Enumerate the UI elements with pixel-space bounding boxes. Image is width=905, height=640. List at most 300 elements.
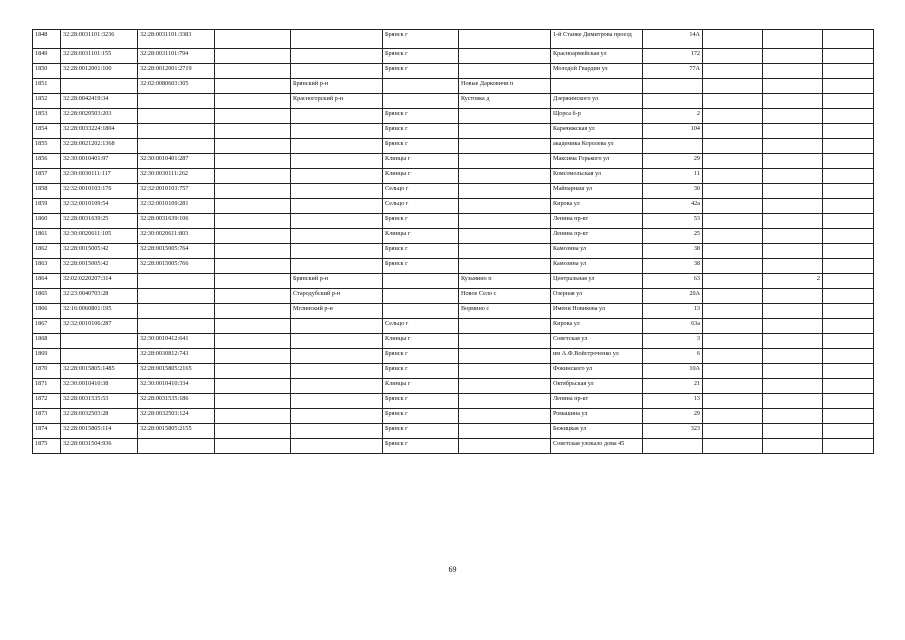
row-number: 1861 — [33, 229, 61, 244]
city-cell: Брянск г — [383, 109, 459, 124]
building-cadastral-number: 32:28:0012001:2719 — [138, 64, 215, 79]
house-number: 77А — [643, 64, 703, 79]
street-cell: Молодой Гвардии ул — [551, 64, 643, 79]
district-cell — [291, 30, 383, 49]
street-cell: Камозина ул — [551, 244, 643, 259]
apartment-cell — [763, 154, 823, 169]
apartment-cell — [763, 109, 823, 124]
settlement-cell: Новое Село с — [459, 289, 551, 304]
district-cell — [291, 214, 383, 229]
building-cadastral-number: 32:30:0010410:334 — [138, 379, 215, 394]
settlement-cell — [459, 394, 551, 409]
district-cell: Брянский р-н — [291, 274, 383, 289]
building-cell — [703, 229, 763, 244]
building-cell — [703, 30, 763, 49]
extra-cell — [823, 169, 874, 184]
building-cadastral-number — [138, 289, 215, 304]
building-cadastral-number: 32:28:0031639:106 — [138, 214, 215, 229]
row-number: 1868 — [33, 334, 61, 349]
region-cell — [215, 154, 291, 169]
street-cell: Озерная ул — [551, 289, 643, 304]
building-cell — [703, 79, 763, 94]
house-number: 53 — [643, 214, 703, 229]
building-cadastral-number: 32:28:0015005:764 — [138, 244, 215, 259]
settlement-cell — [459, 334, 551, 349]
district-cell — [291, 259, 383, 274]
extra-cell — [823, 229, 874, 244]
building-cadastral-number — [138, 139, 215, 154]
city-cell: Брянск г — [383, 439, 459, 454]
building-cell — [703, 169, 763, 184]
row-number: 1850 — [33, 64, 61, 79]
extra-cell — [823, 364, 874, 379]
apartment-cell — [763, 424, 823, 439]
district-cell — [291, 109, 383, 124]
row-number: 1870 — [33, 364, 61, 379]
street-cell: Комсомольская ул — [551, 169, 643, 184]
house-number: 29 — [643, 409, 703, 424]
region-cell — [215, 259, 291, 274]
extra-cell — [823, 139, 874, 154]
cadastral-number: 32:30:0030111:117 — [61, 169, 138, 184]
house-number: 25 — [643, 229, 703, 244]
table-row — [33, 30, 874, 49]
settlement-cell — [459, 154, 551, 169]
house-number: 30 — [643, 184, 703, 199]
extra-cell — [823, 274, 874, 289]
city-cell: Брянск г — [383, 139, 459, 154]
extra-cell — [823, 259, 874, 274]
district-cell — [291, 364, 383, 379]
region-cell — [215, 334, 291, 349]
extra-cell — [823, 409, 874, 424]
apartment-cell — [763, 364, 823, 379]
street-cell: Ромашина ул — [551, 409, 643, 424]
house-number: 38 — [643, 259, 703, 274]
row-number: 1855 — [33, 139, 61, 154]
house-number — [643, 79, 703, 94]
apartment-cell — [763, 334, 823, 349]
street-cell: Щорса б-р — [551, 109, 643, 124]
table-row — [33, 334, 874, 349]
apartment-cell — [763, 184, 823, 199]
table-row — [33, 79, 874, 94]
apartment-cell — [763, 409, 823, 424]
settlement-cell: Кузьмино п — [459, 274, 551, 289]
row-number: 1873 — [33, 409, 61, 424]
street-cell: Красноармейская ул — [551, 49, 643, 64]
extra-cell — [823, 349, 874, 364]
street-cell: Дзержинского ул — [551, 94, 643, 109]
city-cell — [383, 94, 459, 109]
settlement-cell — [459, 30, 551, 49]
apartment-cell — [763, 199, 823, 214]
settlement-cell — [459, 139, 551, 154]
district-cell — [291, 409, 383, 424]
city-cell: Брянск г — [383, 424, 459, 439]
table-row — [33, 154, 874, 169]
building-cell — [703, 49, 763, 64]
row-number: 1872 — [33, 394, 61, 409]
apartment-cell — [763, 229, 823, 244]
district-cell — [291, 319, 383, 334]
registry-table — [32, 29, 874, 454]
district-cell — [291, 184, 383, 199]
settlement-cell — [459, 124, 551, 139]
street-cell: Ленина пр-кт — [551, 214, 643, 229]
city-cell: Брянск г — [383, 364, 459, 379]
building-cadastral-number — [138, 439, 215, 454]
extra-cell — [823, 304, 874, 319]
cadastral-number: 32:32:0010106:287 — [61, 319, 138, 334]
district-cell — [291, 49, 383, 64]
extra-cell — [823, 64, 874, 79]
apartment-cell — [763, 349, 823, 364]
district-cell — [291, 199, 383, 214]
region-cell — [215, 199, 291, 214]
row-number: 1854 — [33, 124, 61, 139]
apartment-cell — [763, 139, 823, 154]
settlement-cell — [459, 319, 551, 334]
extra-cell — [823, 394, 874, 409]
row-number: 1862 — [33, 244, 61, 259]
building-cadastral-number: 32:32:0010109:281 — [138, 199, 215, 214]
street-cell: Карачижская ул — [551, 124, 643, 139]
extra-cell — [823, 30, 874, 49]
extra-cell — [823, 199, 874, 214]
cadastral-number: 32:28:0015805:114 — [61, 424, 138, 439]
cadastral-number: 32:28:0031504:936 — [61, 439, 138, 454]
building-cell — [703, 274, 763, 289]
city-cell: Клинцы г — [383, 334, 459, 349]
region-cell — [215, 289, 291, 304]
apartment-cell — [763, 49, 823, 64]
street-cell: им А.Ф.Войстроченко ул — [551, 349, 643, 364]
extra-cell — [823, 244, 874, 259]
street-cell: академика Королева ул — [551, 139, 643, 154]
region-cell — [215, 214, 291, 229]
apartment-cell — [763, 94, 823, 109]
street-cell: Октябрьская ул — [551, 379, 643, 394]
cadastral-number: 32:02:0220207:314 — [61, 274, 138, 289]
building-cell — [703, 94, 763, 109]
street-cell: Ленина пр-кт — [551, 394, 643, 409]
table-row — [33, 349, 874, 364]
cadastral-number: 32:30:0010410:38 — [61, 379, 138, 394]
table-row — [33, 439, 874, 454]
district-cell: Брянский р-н — [291, 79, 383, 94]
building-cell — [703, 409, 763, 424]
building-cell — [703, 64, 763, 79]
region-cell — [215, 274, 291, 289]
city-cell: Клинцы г — [383, 229, 459, 244]
extra-cell — [823, 79, 874, 94]
house-number: 10А — [643, 364, 703, 379]
table-row — [33, 304, 874, 319]
row-number: 1857 — [33, 169, 61, 184]
house-number: 42а — [643, 199, 703, 214]
apartment-cell — [763, 124, 823, 139]
district-cell — [291, 229, 383, 244]
cadastral-number — [61, 79, 138, 94]
row-number: 1866 — [33, 304, 61, 319]
region-cell — [215, 364, 291, 379]
district-cell — [291, 244, 383, 259]
district-cell — [291, 169, 383, 184]
street-cell: Центральная ул — [551, 274, 643, 289]
cadastral-number: 32:28:0020503:203 — [61, 109, 138, 124]
apartment-cell — [763, 244, 823, 259]
extra-cell — [823, 214, 874, 229]
city-cell: Брянск г — [383, 409, 459, 424]
cadastral-number — [61, 349, 138, 364]
building-cadastral-number: 32:28:0015805:2155 — [138, 424, 215, 439]
region-cell — [215, 184, 291, 199]
table-row — [33, 274, 874, 289]
table-row — [33, 394, 874, 409]
table-row — [33, 139, 874, 154]
building-cadastral-number — [138, 274, 215, 289]
region-cell — [215, 124, 291, 139]
building-cell — [703, 184, 763, 199]
city-cell — [383, 274, 459, 289]
house-number: 29 — [643, 154, 703, 169]
table-row — [33, 259, 874, 274]
table-body — [33, 30, 874, 454]
region-cell — [215, 244, 291, 259]
house-number: 104 — [643, 124, 703, 139]
apartment-cell — [763, 379, 823, 394]
table-row — [33, 94, 874, 109]
building-cadastral-number: 32:28:0031101:794 — [138, 49, 215, 64]
house-number: 2 — [643, 109, 703, 124]
cadastral-number: 32:32:0010103:176 — [61, 184, 138, 199]
district-cell — [291, 394, 383, 409]
settlement-cell — [459, 244, 551, 259]
building-cadastral-number: 32:32:0010103:757 — [138, 184, 215, 199]
building-cadastral-number: 32:28:0031101:3383 — [138, 30, 215, 49]
table-row — [33, 229, 874, 244]
cadastral-number: 32:30:0010401:97 — [61, 154, 138, 169]
settlement-cell — [459, 229, 551, 244]
street-cell: Кирова ул — [551, 199, 643, 214]
settlement-cell: Новые Дарковичи п — [459, 79, 551, 94]
settlement-cell — [459, 364, 551, 379]
building-cadastral-number — [138, 109, 215, 124]
street-cell: Бежицкая ул — [551, 424, 643, 439]
table-row — [33, 289, 874, 304]
district-cell — [291, 124, 383, 139]
city-cell: Брянск г — [383, 259, 459, 274]
row-number: 1867 — [33, 319, 61, 334]
table-row — [33, 424, 874, 439]
city-cell: Сельцо г — [383, 184, 459, 199]
settlement-cell — [459, 379, 551, 394]
building-cell — [703, 424, 763, 439]
district-cell — [291, 424, 383, 439]
table-row — [33, 109, 874, 124]
settlement-cell — [459, 49, 551, 64]
district-cell — [291, 439, 383, 454]
region-cell — [215, 64, 291, 79]
row-number: 1864 — [33, 274, 61, 289]
extra-cell — [823, 124, 874, 139]
region-cell — [215, 349, 291, 364]
building-cadastral-number: 32:30:0030111:262 — [138, 169, 215, 184]
building-cell — [703, 289, 763, 304]
apartment-cell — [763, 289, 823, 304]
house-number: 20А — [643, 289, 703, 304]
building-cell — [703, 154, 763, 169]
city-cell: Брянск г — [383, 394, 459, 409]
street-cell — [551, 79, 643, 94]
row-number: 1865 — [33, 289, 61, 304]
house-number — [643, 139, 703, 154]
table-row — [33, 409, 874, 424]
region-cell — [215, 79, 291, 94]
district-cell — [291, 379, 383, 394]
house-number: 13 — [643, 394, 703, 409]
cadastral-number: 32:23:0040703:28 — [61, 289, 138, 304]
building-cadastral-number — [138, 94, 215, 109]
building-cadastral-number: 32:28:0015805:2165 — [138, 364, 215, 379]
region-cell — [215, 394, 291, 409]
city-cell: Клинцы г — [383, 169, 459, 184]
street-cell: Советская ул — [551, 334, 643, 349]
apartment-cell — [763, 394, 823, 409]
settlement-cell — [459, 259, 551, 274]
apartment-cell — [763, 439, 823, 454]
city-cell: Брянск г — [383, 64, 459, 79]
cadastral-number: 32:28:0031101:3236 — [61, 30, 138, 49]
row-number: 1871 — [33, 379, 61, 394]
city-cell — [383, 79, 459, 94]
table-row — [33, 379, 874, 394]
row-number: 1849 — [33, 49, 61, 64]
row-number: 1860 — [33, 214, 61, 229]
district-cell — [291, 334, 383, 349]
building-cadastral-number: 32:28:0015005:766 — [138, 259, 215, 274]
cadastral-number: 32:28:0032503:28 — [61, 409, 138, 424]
building-cadastral-number: 32:02:0080603:305 — [138, 79, 215, 94]
apartment-cell — [763, 64, 823, 79]
street-cell: Имени Новикова ул — [551, 304, 643, 319]
extra-cell — [823, 289, 874, 304]
settlement-cell — [459, 109, 551, 124]
settlement-cell — [459, 184, 551, 199]
house-number — [643, 439, 703, 454]
extra-cell — [823, 94, 874, 109]
house-number: 6 — [643, 349, 703, 364]
table-row — [33, 364, 874, 379]
apartment-cell — [763, 319, 823, 334]
district-cell — [291, 139, 383, 154]
house-number: 172 — [643, 49, 703, 64]
city-cell: Сельцо г — [383, 319, 459, 334]
region-cell — [215, 109, 291, 124]
row-number: 1869 — [33, 349, 61, 364]
table-row — [33, 244, 874, 259]
building-cell — [703, 124, 763, 139]
region-cell — [215, 169, 291, 184]
house-number: 38 — [643, 244, 703, 259]
settlement-cell — [459, 199, 551, 214]
building-cell — [703, 304, 763, 319]
house-number: 323 — [643, 424, 703, 439]
apartment-cell — [763, 259, 823, 274]
settlement-cell — [459, 169, 551, 184]
row-number: 1874 — [33, 424, 61, 439]
cadastral-number: 32:28:0031101:155 — [61, 49, 138, 64]
city-cell: Брянск г — [383, 349, 459, 364]
building-cadastral-number: 32:30:0010412:641 — [138, 334, 215, 349]
settlement-cell — [459, 439, 551, 454]
district-cell: Стародубский р-н — [291, 289, 383, 304]
table-row — [33, 64, 874, 79]
city-cell: Брянск г — [383, 30, 459, 49]
region-cell — [215, 379, 291, 394]
settlement-cell — [459, 409, 551, 424]
region-cell — [215, 49, 291, 64]
city-cell: Брянск г — [383, 49, 459, 64]
region-cell — [215, 424, 291, 439]
settlement-cell — [459, 214, 551, 229]
row-number: 1852 — [33, 94, 61, 109]
city-cell — [383, 289, 459, 304]
city-cell: Брянск г — [383, 244, 459, 259]
building-cell — [703, 319, 763, 334]
row-number: 1859 — [33, 199, 61, 214]
cadastral-number: 32:28:0033224:1804 — [61, 124, 138, 139]
building-cell — [703, 109, 763, 124]
settlement-cell — [459, 64, 551, 79]
apartment-cell: 2 — [763, 274, 823, 289]
building-cadastral-number: 32:28:0030812:743 — [138, 349, 215, 364]
city-cell: Клинцы г — [383, 379, 459, 394]
apartment-cell — [763, 214, 823, 229]
house-number: 14А — [643, 30, 703, 49]
district-cell — [291, 154, 383, 169]
extra-cell — [823, 49, 874, 64]
building-cell — [703, 259, 763, 274]
cadastral-number: 32:28:0021202:1368 — [61, 139, 138, 154]
district-cell: Красногорский р-н — [291, 94, 383, 109]
region-cell — [215, 139, 291, 154]
building-cadastral-number: 32:28:0031535:186 — [138, 394, 215, 409]
region-cell — [215, 304, 291, 319]
page-number: 69 — [448, 565, 457, 574]
row-number: 1875 — [33, 439, 61, 454]
table-row — [33, 319, 874, 334]
cadastral-number: 32:28:0015805:1485 — [61, 364, 138, 379]
house-number: 63а — [643, 319, 703, 334]
building-cadastral-number: 32:28:0032503:124 — [138, 409, 215, 424]
region-cell — [215, 94, 291, 109]
row-number: 1856 — [33, 154, 61, 169]
cadastral-number: 32:28:0031535:53 — [61, 394, 138, 409]
cadastral-number: 32:28:0015005:42 — [61, 244, 138, 259]
region-cell — [215, 439, 291, 454]
row-number: 1853 — [33, 109, 61, 124]
apartment-cell — [763, 30, 823, 49]
building-cell — [703, 349, 763, 364]
city-cell: Брянск г — [383, 214, 459, 229]
street-cell: Ленина пр-кт — [551, 229, 643, 244]
extra-cell — [823, 184, 874, 199]
building-cell — [703, 334, 763, 349]
street-cell: Камозина ул — [551, 259, 643, 274]
district-cell: Мглинский р-н — [291, 304, 383, 319]
